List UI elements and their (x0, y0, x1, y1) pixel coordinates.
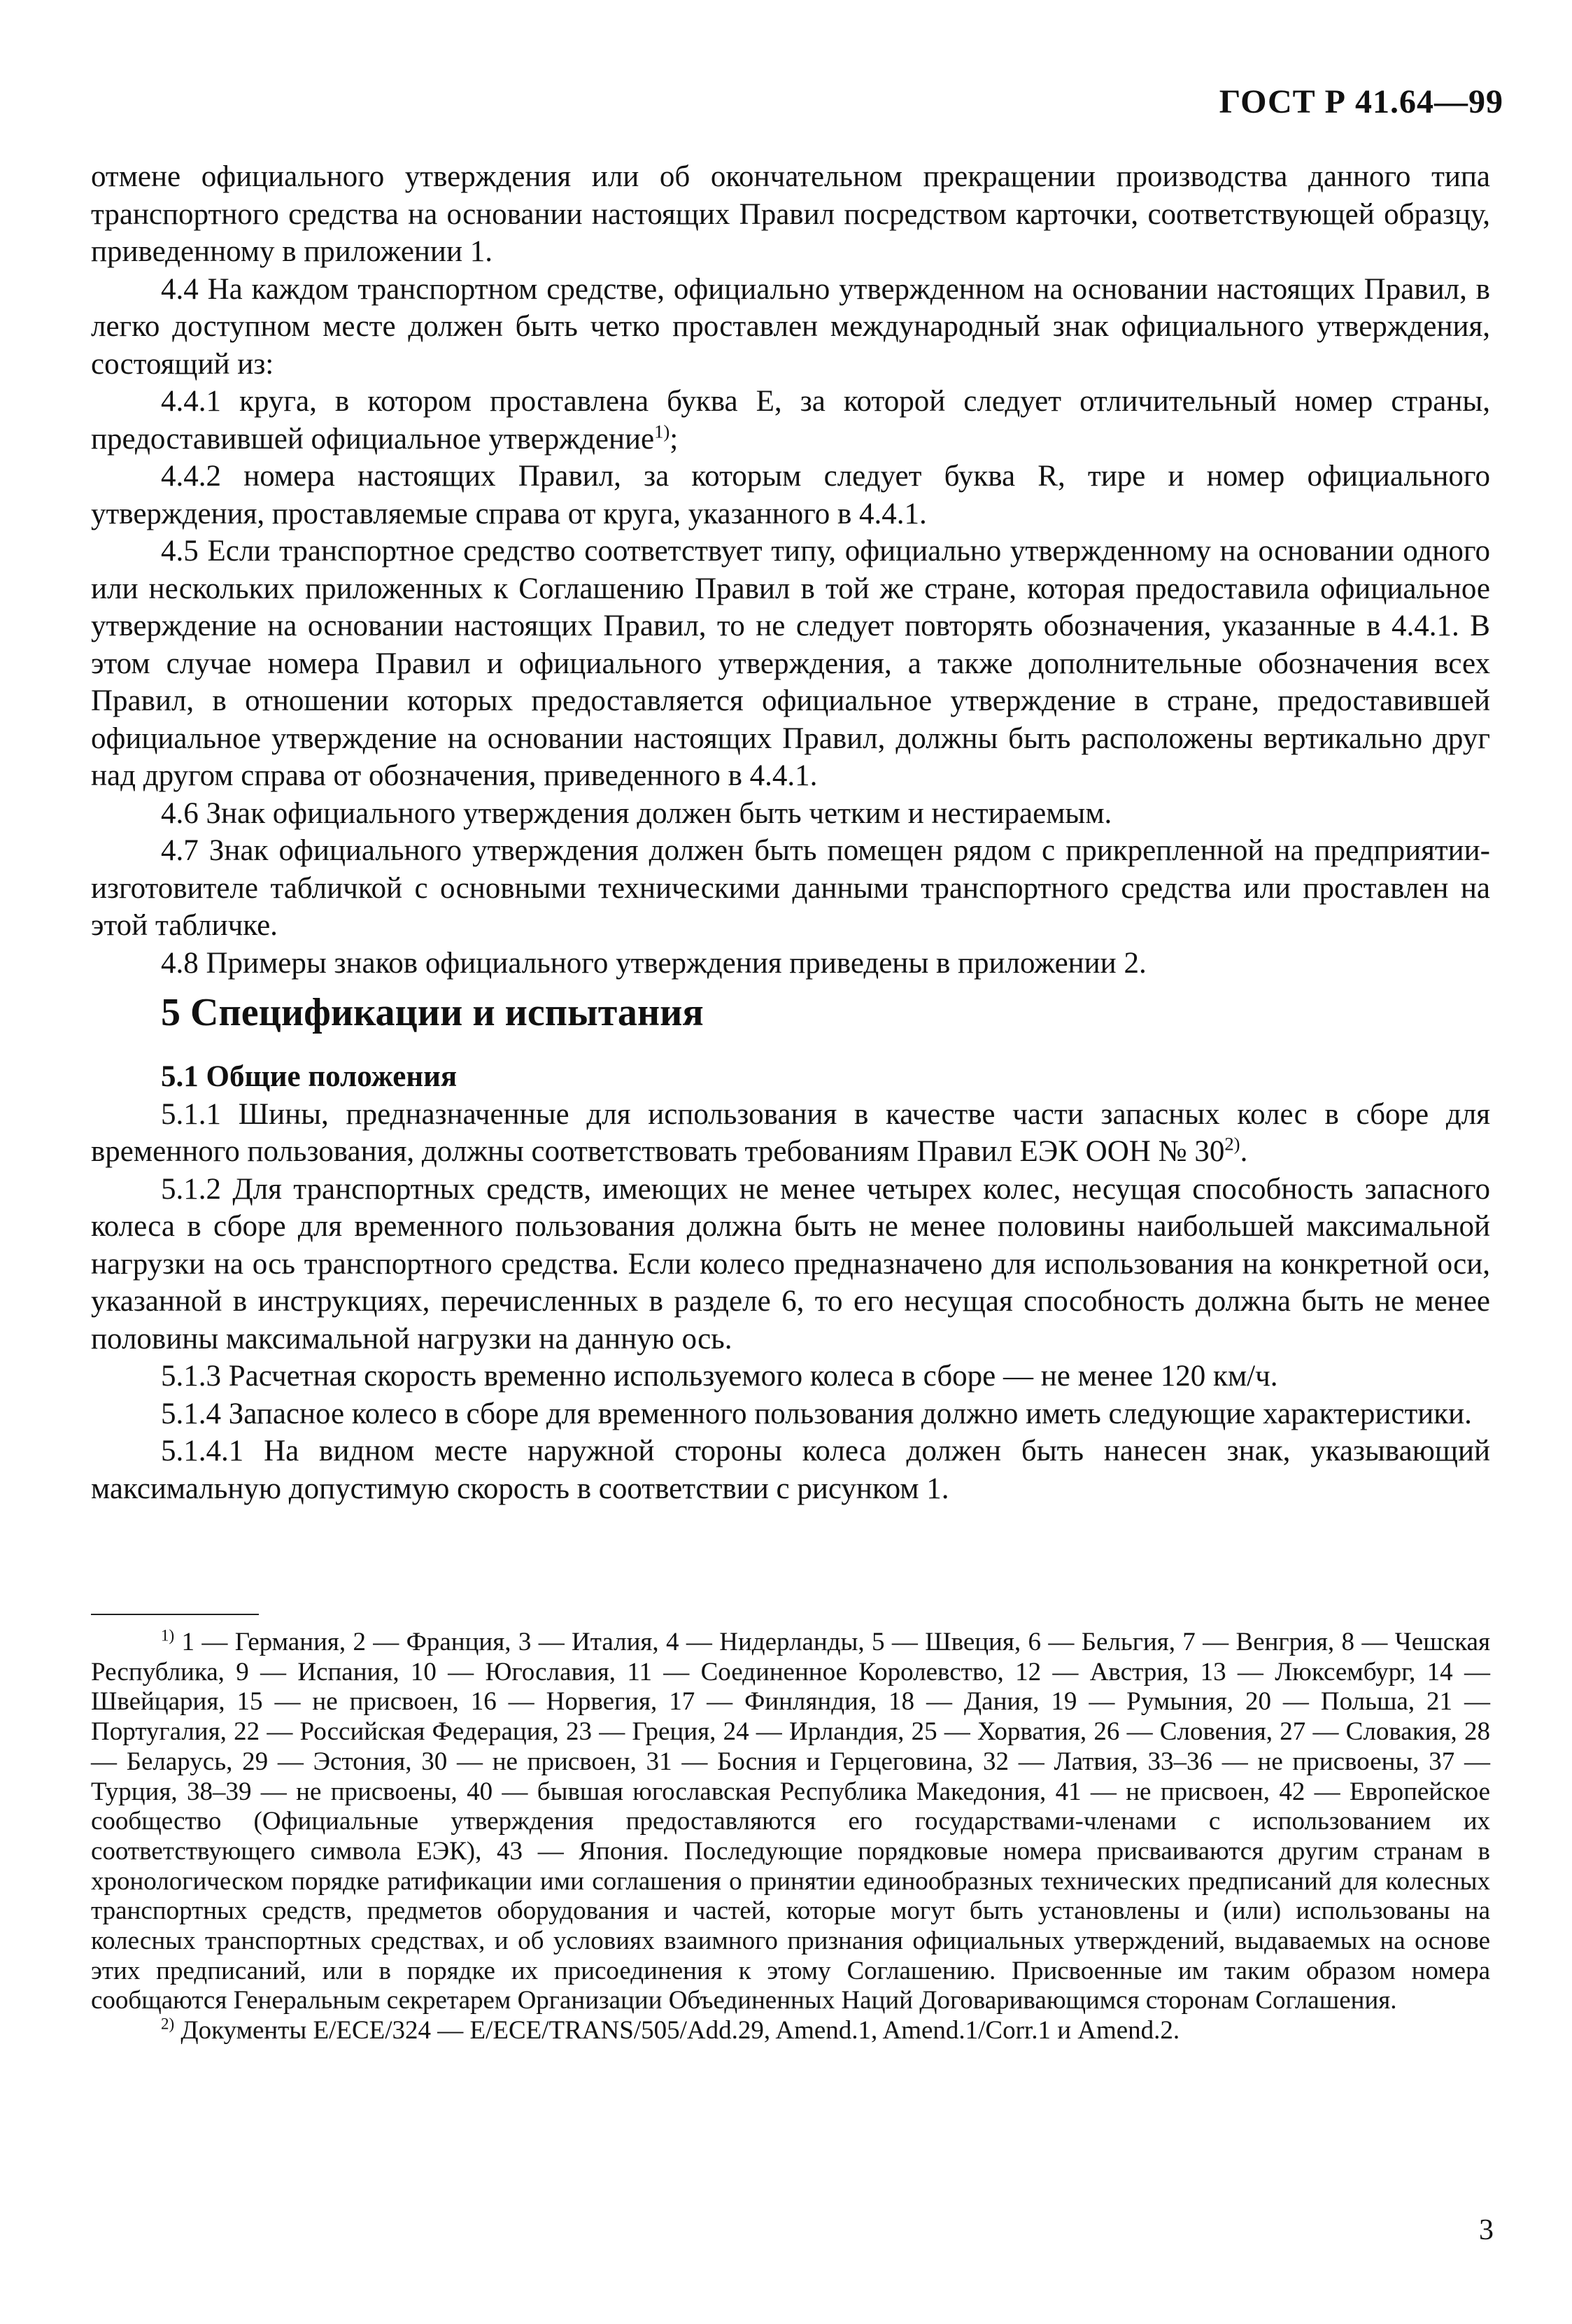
paragraph-4-4-2: 4.4.2 номера настоящих Правил, за которым следует буква R, тире и номер официального утверждения, проставляемые справа от круга, указанного в 4.4.1. (91, 460, 1490, 530)
paragraph-5-1-2: 5.1.2 Для транспортных средств, имеющих не менее четырех колес, несущая способность запасного колеса в сборе для временного пользования должна быть не менее половины наибольшей максимальной нагрузки на ось транспортного средства. Если колесо предназначено для использования на конкретной оси, указанной в инструкциях, перечисленных в разделе 6, то его несущая способность должна быть не менее половины максимальной нагрузки на данную ось. (91, 1172, 1490, 1355)
footnote-2 (91, 2016, 1490, 2046)
page-number: 3 (1479, 2214, 1494, 2246)
footnote-1-text: 1 — Германия, 2 — Франция, 3 — Италия, 4 — Нидерланды, 5 — Швеция, 6 — Бельгия, 7 — Венгрия, 8 — Чешская Республика, 9 — Испания, 10 — Югославия, 11 — Соединенное Королевство, 12 — Австрия, 13 — Люксембург, 14 — Швейцария, 15 — не присвоен, 16 — Норвегия, 17 — Финляндия, 18 — Дания, 19 — Румыния, 20 — Польша, 21 — Португалия, 22 — Российская Федерация, 23 — Греция, 24 — Ирландия, 25 — Хорватия, 26 — Словения, 27 — Словакия, 28 — Беларусь, 29 — Эстония, 30 — не присвоен, 31 — Босния и Герцеговина, 32 — Латвия, 33–36 — не присвоены, 37 — Турция, 38–39 — не присвоены, 40 — бывшая югославская Республика Македония, 41 — не присвоен, 42 — Европейское сообщество (Официальные утверждения предоставляются его государствами-членами с использованием их соответствующего символа ЕЭК), 43 — Япония. Последующие порядковые номера присваиваются другим странам в хронологическом порядке ратификации ими соглашения о принятии единообразных технических предписаний для колесных транспортных средств, предметов оборудования и частей, которые могут быть установлены и (или) использованы на колесных транспортных средствах, и об условиях взаимного признания официальных утверждений, выдаваемых на основе этих предписаний, или в порядке их присоединения к этому Соглашению. Присвоенные им таким образом номера сообщаются Генеральным секретарем Организации Объединенных Наций Договаривающимся сторонам Соглашения. (91, 1628, 1490, 2015)
subsection-5-1-title: 5.1 Общие положения (161, 1060, 458, 1093)
paragraph-4-4-1-end: ; (670, 422, 679, 456)
body-text-section-5 (91, 1058, 1490, 1507)
paragraph-4-4-1-text: 4.4.1 круга, в котором проставлена буква Е, за которой следует отличительный номер страны, предоставившей официальное утверждение (91, 385, 1490, 456)
paragraph-4-4: 4.4 На каждом транспортном средстве, официально утвержденном на основании настоящих Правил, в легко доступном месте должен быть четко проставлен международный знак официального утверждения, состоящий из: (91, 272, 1490, 381)
paragraph-5-1-1-text: 5.1.1 Шины, предназначенные для использования в качестве части запасных колес в сборе для временного пользования, должны соответствовать требованиям Правил ЕЭК ООН № 30 (91, 1097, 1490, 1168)
paragraph-4-4-1 (91, 383, 1490, 458)
paragraph-5-1-1-end: . (1240, 1135, 1248, 1168)
paragraph-4-8: 4.8 Примеры знаков официального утверждения приведены в приложении 2. (161, 946, 1147, 980)
footnote-2-text: Документы E/ECE/324 — E/ECE/TRANS/505/Add.29, Amend.1, Amend.1/Corr.1 и Amend.2. (174, 2016, 1180, 2045)
footnotes (91, 1628, 1490, 2046)
section-5-title: 5 Спецификации и испытания (161, 991, 704, 1034)
footnote-2-mark: 2) (161, 2015, 175, 2033)
footnote-divider (91, 1614, 259, 1615)
footnote-ref-1: 1) (654, 421, 670, 442)
footnote-1-mark: 1) (161, 1626, 175, 1645)
paragraph-5-1-3: 5.1.3 Расчетная скорость временно используемого колеса в сборе — не менее 120 км/ч. (161, 1360, 1278, 1393)
document-code-header: ГОСТ Р 41.64—99 (1219, 83, 1503, 120)
paragraph-4-5: 4.5 Если транспортное средство соответствует типу, официально утвержденному на основании одного или нескольких приложенных к Соглашению Правил в той же стране, которая предоставила официальное утверждение на основании настоящих Правил, то не следует повторять обозначения, указанные в 4.4.1. В этом случае номера Правил и официального утверждения, а также дополнительные обозначения всех Правил, в отношении которых предоставляется официальное утверждение в стране, предоставившей официальное утверждение на основании настоящих Правил, должны быть расположены вертикально друг над другом справа от обозначения, приведенного в 4.4.1. (91, 535, 1490, 792)
body-text-section-4 (91, 158, 1490, 982)
paragraph-4-6: 4.6 Знак официального утверждения должен быть четким и нестираемым. (161, 796, 1112, 830)
paragraph-5-1-1 (91, 1096, 1490, 1171)
paragraph-5-1-4: 5.1.4 Запасное колесо в сборе для временного пользования должно иметь следующие характеристики. (161, 1397, 1472, 1430)
footnote-1 (91, 1628, 1490, 2016)
paragraph-continued: отмене официального утверждения или об окончательном прекращении производства данного типа транспортного средства на основании настоящих Правил посредством карточки, соответствующей образцу, приведенному в приложении 1. (91, 160, 1490, 268)
paragraph-5-1-4-1: 5.1.4.1 На видном месте наружной стороны колеса должен быть нанесен знак, указывающий максимальную допустимую скорость в соответствии с рисунком 1. (91, 1435, 1490, 1505)
paragraph-4-7: 4.7 Знак официального утверждения должен быть помещен рядом с прикрепленной на предприятии-изготовителе табличкой с основными техническими данными транспортного средства или проставлен на этой табличке. (91, 834, 1490, 942)
footnote-ref-2: 2) (1224, 1133, 1240, 1155)
